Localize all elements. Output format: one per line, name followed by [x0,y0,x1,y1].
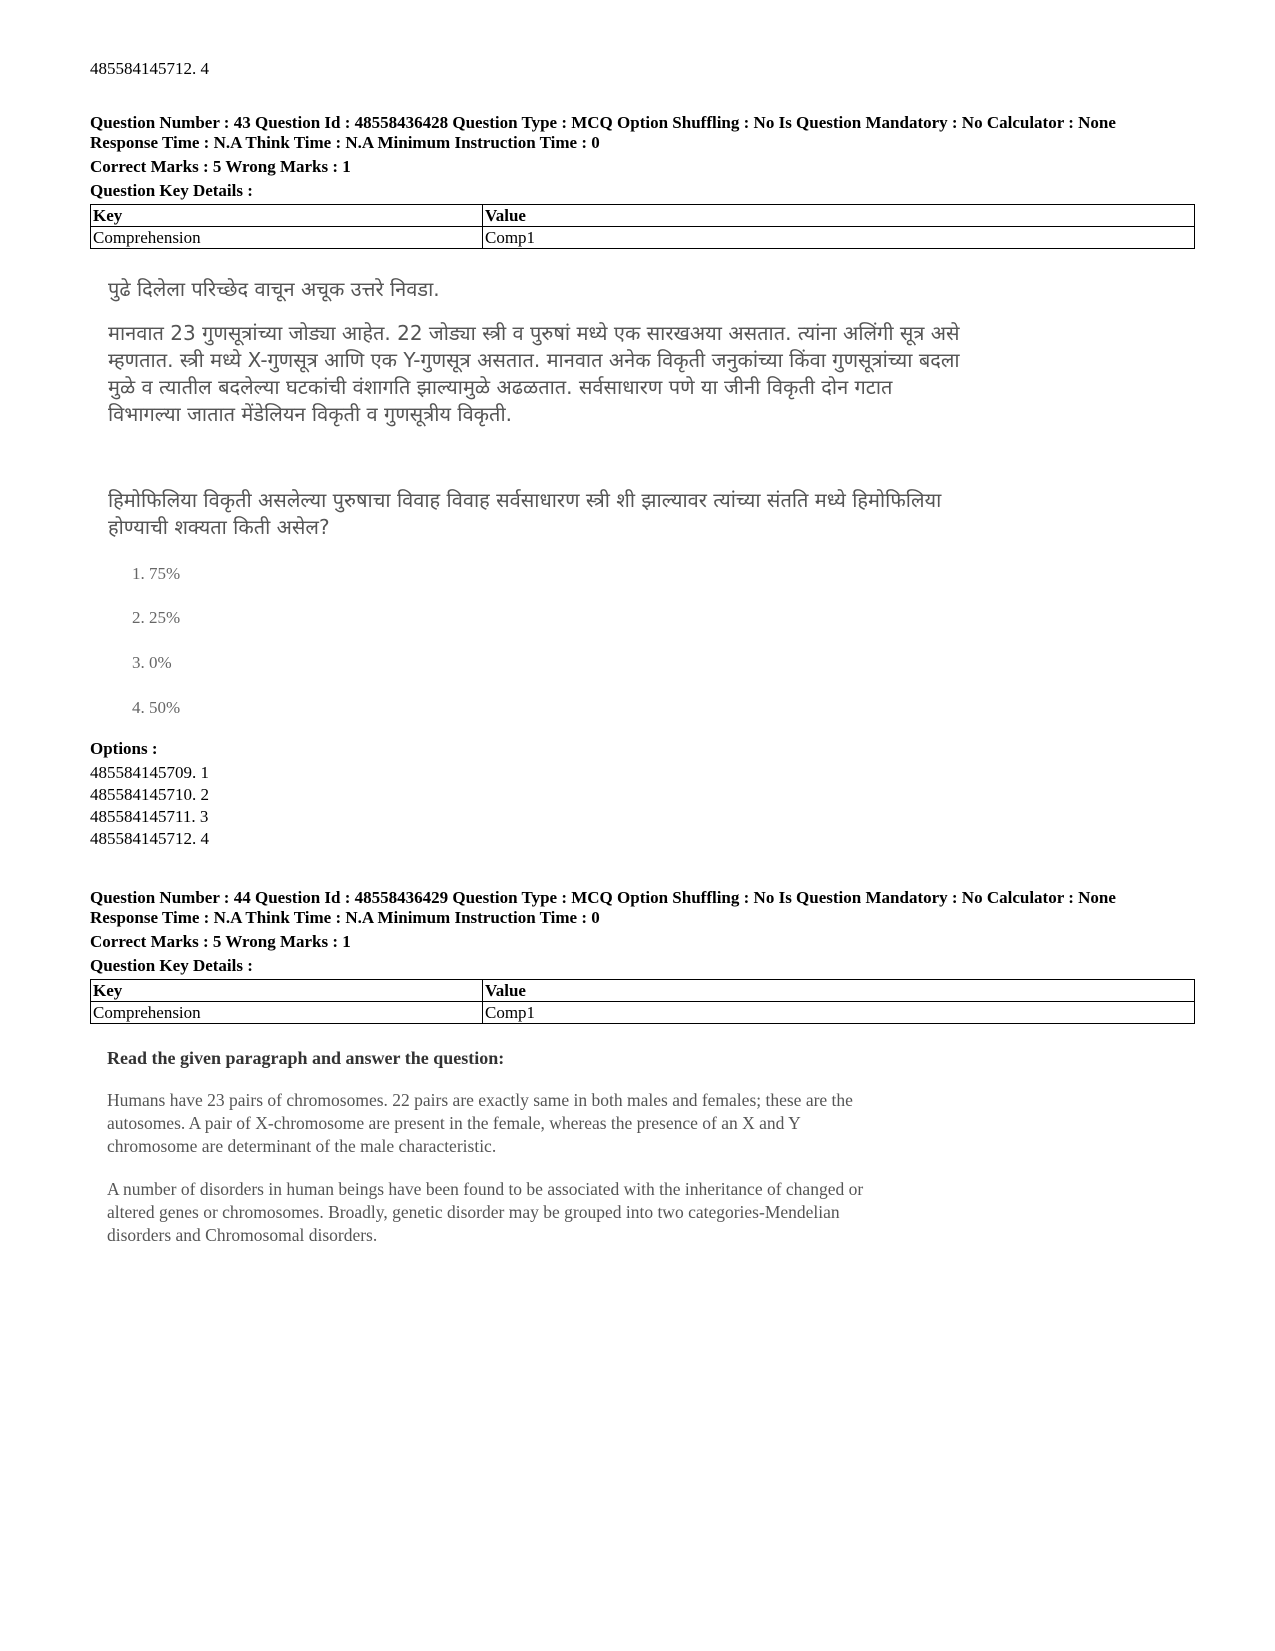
q43-image-option-1: 1. 75% [132,564,181,583]
list-item: 485584145711. 3 [90,807,209,826]
list-item: 485584145709. 1 [90,763,209,782]
passage-line: A number of disorders in human beings have been found to be associated with the inheritance of changed or [107,1179,864,1199]
q44-passage-2 [107,1178,987,1247]
passage-line: altered genes or chromosomes. Broadly, genetic disorder may be grouped into two categories-Mendelian [107,1202,840,1222]
table-header-key: Key [91,205,483,227]
q44-key-details-label: Question Key Details : [90,956,253,975]
question-line: होण्याची शक्यता किती असेल? [108,515,330,539]
table-row [91,227,1195,249]
q43-meta-line1: Question Number : 43 Question Id : 48558436428 Question Type : MCQ Option Shuffling : No Is Question Mandatory : No Calculator : None [90,113,1116,132]
q44-key-table [90,979,1195,1024]
passage-line: मानवात 23 गुणसूत्रांच्या जोड्या आहेत. 22 जोड्या स्त्री व पुरुषां मध्ये एक सारखअया असतात. त्यांना अलिंगी सूत्र असे [108,321,960,345]
passage-line: विभागल्या जातात मेंडेलियन विकृती व गुणसूत्रीय विकृती. [108,402,512,426]
passage-line: disorders and Chromosomal disorders. [107,1225,378,1245]
q43-key-details-label: Question Key Details : [90,181,253,200]
passage-line: Humans have 23 pairs of chromosomes. 22 pairs are exactly same in both males and females; these are the [107,1090,853,1110]
q43-image-option-2: 2. 25% [132,608,181,627]
table-header-row [91,205,1195,227]
question-line: हिमोफिलिया विकृती असलेल्या पुरुषाचा विवाह विवाह सर्वसाधारण स्त्री शी झाल्यावर त्यांच्या संतति मध्ये हिमोफिलिया [108,488,942,512]
passage-line: मुळे व त्यातील बदलेल्या घटकांची वंशागति झाल्यामुळे अढळतात. सर्वसाधारण पणे या जीनी विकृती दोन गटात [108,375,893,399]
q43-image-option-4: 4. 50% [132,698,181,717]
q43-image-option-3: 3. 0% [132,653,172,672]
q44-meta-line2: Response Time : N.A Think Time : N.A Minimum Instruction Time : 0 [90,908,600,927]
q43-instruction: पुढे दिलेला परिच्छेद वाचून अचूक उत्तरे निवडा. [108,277,440,301]
table-header-key: Key [91,980,483,1002]
q44-passage-1 [107,1089,987,1158]
table-header-row [91,980,1195,1002]
q43-question-text [108,487,1008,541]
q44-instruction: Read the given paragraph and answer the question: [107,1048,505,1068]
table-cell-key: Comprehension [91,1002,483,1024]
q44-marks: Correct Marks : 5 Wrong Marks : 1 [90,932,351,951]
q44-meta-line1: Question Number : 44 Question Id : 48558436429 Question Type : MCQ Option Shuffling : No Is Question Mandatory : No Calculator : None [90,888,1116,907]
q43-options-label: Options : [90,739,158,758]
list-item: 485584145712. 4 [90,829,209,848]
passage-line: autosomes. A pair of X-chromosome are present in the female, whereas the presence of an X and Y [107,1113,801,1133]
table-header-value: Value [483,980,1195,1002]
q43-meta-line2: Response Time : N.A Think Time : N.A Minimum Instruction Time : 0 [90,133,600,152]
q43-passage [108,320,1008,428]
passage-line: chromosome are determinant of the male characteristic. [107,1136,497,1156]
table-row [91,1002,1195,1024]
previous-option-line: 485584145712. 4 [90,59,209,78]
q43-marks: Correct Marks : 5 Wrong Marks : 1 [90,157,351,176]
table-header-value: Value [483,205,1195,227]
table-cell-value: Comp1 [483,227,1195,249]
table-cell-key: Comprehension [91,227,483,249]
table-cell-value: Comp1 [483,1002,1195,1024]
list-item: 485584145710. 2 [90,785,209,804]
q43-options-list [90,762,209,850]
q43-key-table [90,204,1195,249]
passage-line: म्हणतात. स्त्री मध्ये X-गुणसूत्र आणि एक Y-गुणसूत्र असतात. मानवात अनेक विकृती जनुकांच्या किंवा गुणसूत्रांच्या बदला [108,348,960,372]
